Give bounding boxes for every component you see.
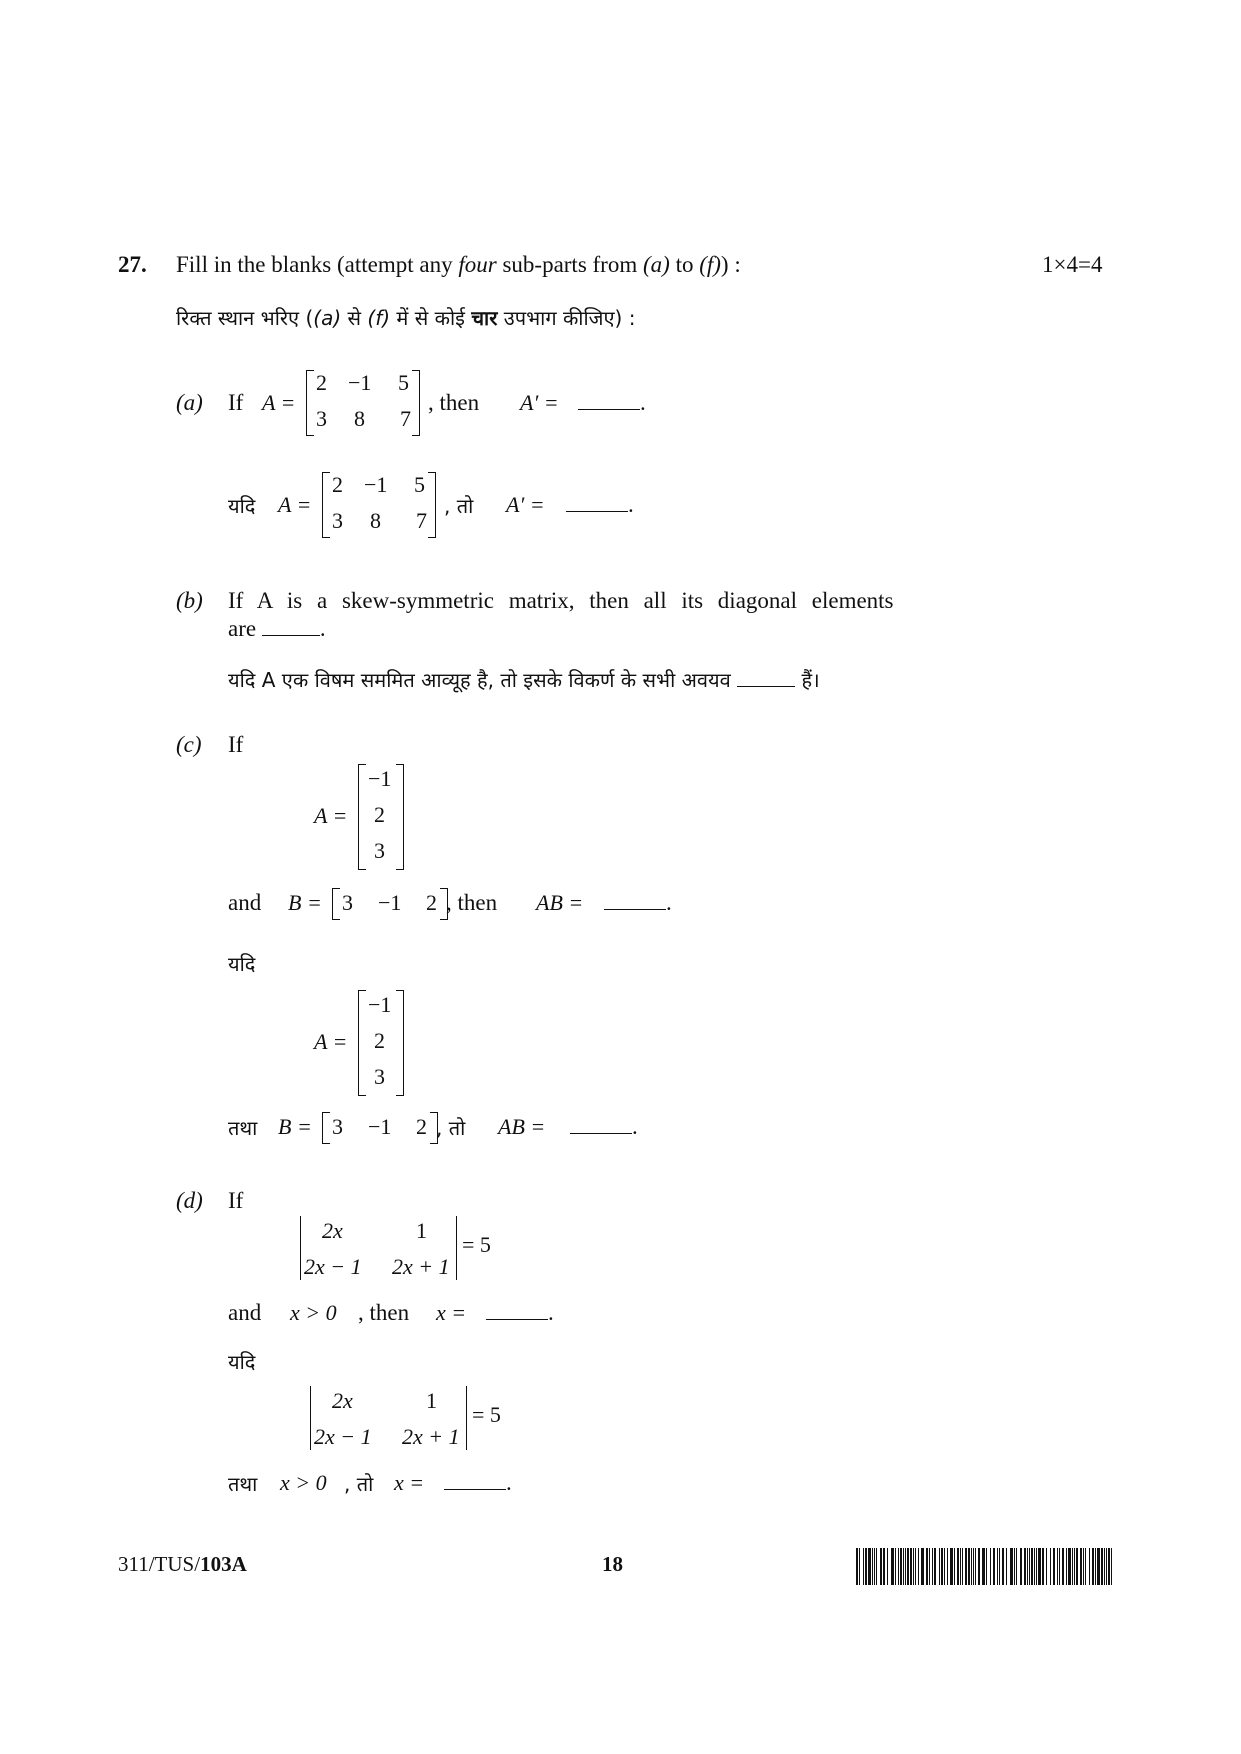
part-a-hi-Aprime: A′ = (506, 492, 545, 517)
barcode-stripe (1029, 1548, 1030, 1585)
barcode-stripe (1101, 1548, 1103, 1585)
barcode-stripe (1046, 1548, 1047, 1585)
part-d-hi-and: तथा (228, 1472, 258, 1496)
barcode-stripe (880, 1548, 882, 1585)
barcode-stripe (872, 1548, 873, 1585)
barcode-stripe (1016, 1548, 1017, 1585)
part-c-and: and (228, 890, 262, 915)
part-a-blank: . (578, 390, 646, 416)
part-a-Aprime: A′ = (520, 390, 559, 415)
part-c-blank: . (604, 890, 672, 916)
barcode-stripe (973, 1548, 974, 1585)
part-c-hi-AB: AB = (498, 1114, 546, 1139)
matrix-cell: 3 (332, 1114, 343, 1139)
barcode-stripe (934, 1548, 936, 1585)
part-c-then: , then (446, 890, 498, 915)
barcode-stripe (1076, 1548, 1078, 1585)
barcode-stripe (1111, 1548, 1112, 1585)
part-b-label: (b) (176, 588, 203, 613)
part-d-blank: . (486, 1300, 554, 1326)
det-cell: 1 (416, 1218, 427, 1243)
barcode-stripe (915, 1548, 916, 1585)
det-cell: 2x (322, 1218, 343, 1243)
barcode-stripe (910, 1548, 912, 1585)
barcode-stripe (941, 1548, 943, 1585)
barcode-stripe (939, 1548, 940, 1585)
matrix-cell: 3 (342, 890, 353, 915)
barcode-stripe (1057, 1548, 1058, 1585)
barcode-stripe (1083, 1548, 1084, 1585)
barcode-stripe (960, 1548, 961, 1585)
barcode-stripe (865, 1548, 867, 1585)
det-cell: 2x − 1 (304, 1254, 362, 1279)
question-number: 27. (118, 252, 147, 277)
barcode-image (856, 1548, 1114, 1585)
matrix-cell: 3 (374, 1064, 385, 1089)
barcode-stripe (993, 1548, 995, 1585)
barcode-stripe (997, 1548, 998, 1585)
barcode-stripe (929, 1548, 930, 1585)
barcode-stripe (1080, 1548, 1082, 1585)
matrix-cell: 3 (316, 406, 327, 431)
part-c-hi-and: तथा (228, 1116, 258, 1140)
barcode-stripe (1097, 1548, 1100, 1585)
part-d-cond: x > 0 (290, 1300, 337, 1325)
barcode-stripe (986, 1548, 987, 1585)
part-d-hi-then: , तो (344, 1472, 374, 1496)
matrix-cell: 3 (332, 508, 343, 533)
barcode-stripe (990, 1548, 991, 1585)
barcode-stripe (1002, 1548, 1004, 1585)
barcode-stripe (1014, 1548, 1015, 1585)
barcode-stripe (887, 1548, 888, 1585)
part-c-hi-blank: . (570, 1114, 638, 1140)
barcode-stripe (907, 1548, 909, 1585)
matrix-cell: 5 (414, 472, 425, 497)
barcode-stripe (1050, 1548, 1051, 1585)
matrix-cell: −1 (368, 1114, 392, 1139)
part-d-label: (d) (176, 1188, 203, 1213)
part-d-hi-eq: = 5 (472, 1402, 501, 1427)
part-a-if: If (228, 390, 244, 415)
part-a-hi-A-eq: A = (278, 492, 312, 517)
question-instruction-en: Fill in the blanks (attempt any four sub-parts from (a) to (f)) : (176, 252, 741, 277)
barcode-stripe (863, 1548, 864, 1585)
barcode-stripe (926, 1548, 928, 1585)
det-cell: 2x + 1 (402, 1424, 460, 1449)
matrix-cell: 2 (374, 802, 385, 827)
part-c-if: If (228, 732, 244, 757)
barcode-stripe (891, 1548, 894, 1585)
det-cell: 1 (426, 1388, 437, 1413)
part-d-x-eq: x = (436, 1300, 467, 1325)
part-b-line1: If A is a skew-symmetric matrix, then all its diagonal elements (228, 588, 894, 613)
matrix-cell: 2 (316, 370, 327, 395)
barcode-stripe (895, 1548, 896, 1585)
part-d-hi-if: यदि (228, 1350, 256, 1374)
part-c-hi-then: , तो (436, 1116, 466, 1140)
part-c-hi-if: यदि (228, 952, 256, 976)
barcode-stripe (1053, 1548, 1055, 1585)
barcode-stripe (962, 1548, 963, 1585)
matrix-cell: 5 (398, 370, 409, 395)
barcode-stripe (1036, 1548, 1037, 1585)
barcode-stripe (968, 1548, 970, 1585)
matrix-cell: 8 (370, 508, 381, 533)
part-a-label: (a) (176, 390, 203, 415)
matrix-cell: 3 (374, 838, 385, 863)
part-c-hi-B-eq: B = (278, 1114, 312, 1139)
matrix-cell: −1 (364, 472, 388, 497)
barcode-stripe (856, 1548, 858, 1585)
barcode-stripe (1034, 1548, 1035, 1585)
matrix-cell: 2 (332, 472, 343, 497)
det-cell: 2x − 1 (314, 1424, 372, 1449)
barcode-stripe (1095, 1548, 1096, 1585)
barcode-stripe (978, 1548, 980, 1585)
part-a-hi-blank: . (566, 492, 634, 518)
matrix-cell: 7 (416, 508, 427, 533)
part-a-A-eq: A = (262, 390, 296, 415)
barcode-stripe (1062, 1548, 1064, 1585)
barcode-stripe (1027, 1548, 1028, 1585)
barcode-stripe (921, 1548, 924, 1585)
part-d-if: If (228, 1188, 244, 1213)
barcode-stripe (883, 1548, 885, 1585)
matrix-cell: −1 (368, 992, 392, 1017)
barcode-stripe (898, 1548, 899, 1585)
part-d-then: , then (358, 1300, 410, 1325)
matrix-cell: −1 (378, 890, 402, 915)
barcode-stripe (900, 1548, 902, 1585)
part-c-hi-A-eq: A = (314, 1029, 348, 1054)
part-b-line2: are . (228, 616, 326, 641)
matrix-cell: 8 (354, 406, 365, 431)
question-instruction-hi: रिक्त स्थान भरिए ((a) से (f) में से कोई चार उपभाग कीजिए) : (176, 306, 636, 330)
barcode-stripe (1020, 1548, 1022, 1585)
barcode-stripe (1104, 1548, 1105, 1585)
barcode-stripe (975, 1548, 976, 1585)
barcode-stripe (1066, 1548, 1067, 1585)
matrix-cell: 7 (400, 406, 411, 431)
barcode-stripe (918, 1548, 919, 1585)
barcode-stripe (1010, 1548, 1013, 1585)
part-a-hi-if: यदि (228, 494, 256, 518)
barcode-stripe (950, 1548, 953, 1585)
barcode-stripe (868, 1548, 871, 1585)
part-d-hi-x-eq: x = (394, 1470, 425, 1495)
part-a-then: , then (428, 390, 480, 415)
matrix-cell: −1 (368, 766, 392, 791)
barcode-stripe (957, 1548, 959, 1585)
page-number: 18 (602, 1552, 623, 1576)
barcode-stripe (947, 1548, 948, 1585)
barcode-stripe (1031, 1548, 1033, 1585)
part-a-hi-then: , तो (444, 494, 474, 518)
barcode-stripe (913, 1548, 914, 1585)
barcode-stripe (1072, 1548, 1073, 1585)
barcode-stripe (1074, 1548, 1075, 1585)
barcode-stripe (903, 1548, 904, 1585)
barcode-stripe (1089, 1548, 1090, 1585)
part-c-B-eq: B = (288, 890, 322, 915)
det-cell: 2x + 1 (392, 1254, 450, 1279)
barcode-stripe (1108, 1548, 1110, 1585)
matrix-cell: −1 (348, 370, 372, 395)
barcode-stripe (905, 1548, 906, 1585)
matrix-cell: 2 (426, 890, 437, 915)
part-c-A-eq: A = (314, 803, 348, 828)
barcode-stripe (1106, 1548, 1107, 1585)
barcode-stripe (874, 1548, 875, 1585)
barcode-stripe (965, 1548, 967, 1585)
barcode-stripe (876, 1548, 877, 1585)
barcode-stripe (1068, 1548, 1071, 1585)
barcode-stripe (1024, 1548, 1026, 1585)
barcode-stripe (1006, 1548, 1007, 1585)
matrix-cell: 2 (374, 1028, 385, 1053)
part-d-eq: = 5 (462, 1232, 491, 1257)
paper-code: 311/TUS/103A (118, 1552, 247, 1576)
barcode-stripe (1092, 1548, 1094, 1585)
barcode-stripe (982, 1548, 985, 1585)
det-cell: 2x (332, 1388, 353, 1413)
barcode-stripe (1038, 1548, 1041, 1585)
barcode-stripe (944, 1548, 945, 1585)
part-d-hi-blank: . (444, 1470, 512, 1496)
barcode-stripe (971, 1548, 972, 1585)
matrix-cell: 2 (416, 1114, 427, 1139)
part-d-hi-cond: x > 0 (280, 1470, 327, 1495)
barcode-stripe (954, 1548, 955, 1585)
part-c-AB: AB = (536, 890, 584, 915)
barcode-stripe (932, 1548, 933, 1585)
barcode-stripe (1085, 1548, 1086, 1585)
barcode-stripe (859, 1548, 860, 1585)
barcode-stripe (1042, 1548, 1044, 1585)
part-b-hindi: यदि A एक विषम सममित आव्यूह है, तो इसके विकर्ण के सभी अवयव हैं। (228, 668, 820, 692)
barcode-stripe (999, 1548, 1000, 1585)
marks: 1×4=4 (1042, 252, 1103, 277)
part-d-and: and (228, 1300, 262, 1325)
part-c-label: (c) (176, 732, 202, 757)
barcode-stripe (1059, 1548, 1060, 1585)
